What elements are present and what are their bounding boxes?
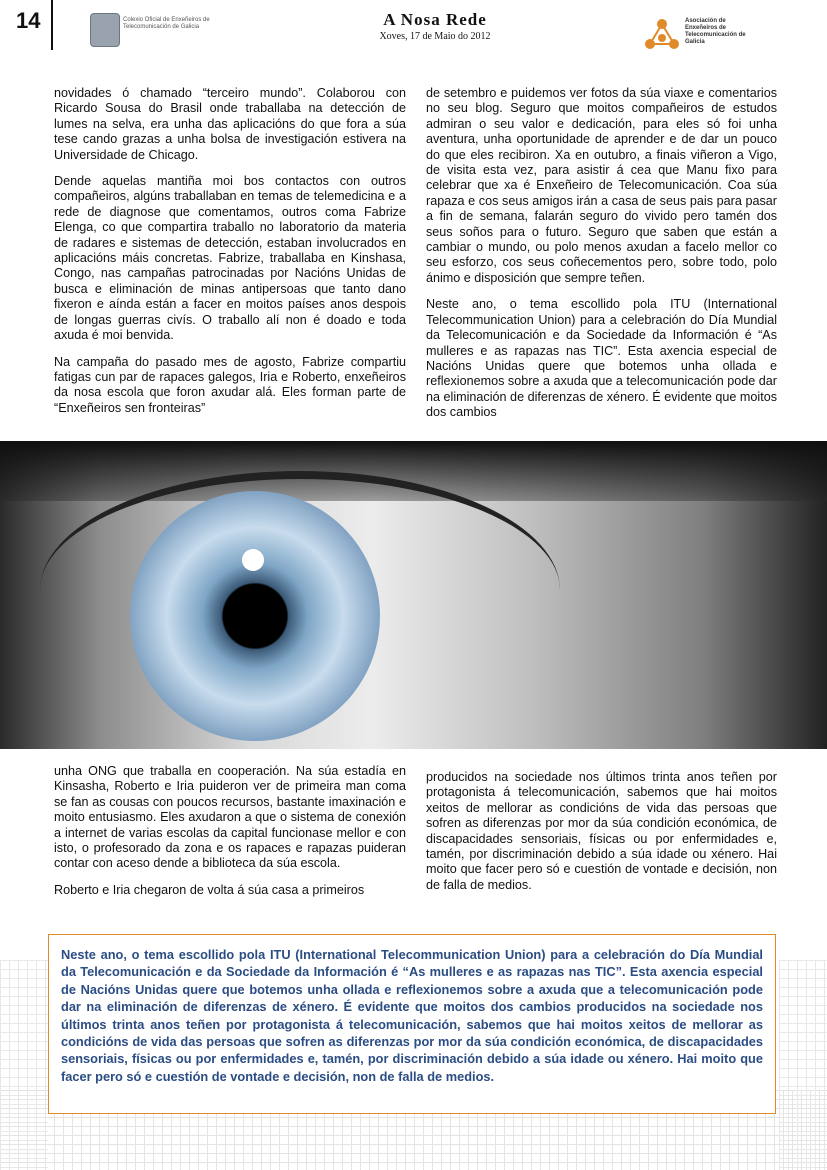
paragraph: Na campaña do pasado mes de agosto, Fabrize compartiu fatigas cun par de rapaces galegos, Iria e Roberto, enxeñeiros da nosa escola que foron axudar alá. Eles forman parte de “Enxeñeiros sen fronteiras” <box>54 354 406 415</box>
paragraph: Dende aquelas mantiña moi bos contactos con outros compañeiros, algúns traballaban en temas de telemedicina e a rede de diagnose que comentamos, outros coma Fabrize Elenga, co que compartira traballo no laboratorio da materia de radares e sistemas de detección, estaban involucrados en aplicacións máis concretas. Fabrize, traballaba en Kinshasa, Congo, nas campañas patrocinadas por Nacións Unidas de busca e eliminación de minas antipersoas que tanto dano fixeron e aínda están a facer en moitos países anos despois de longas guerras civís. O traballo alí non é doado e toda axuda é moi benvida. <box>54 174 406 343</box>
paragraph: Roberto e Iria chegaron de volta á súa casa a primeiros <box>54 882 365 897</box>
publication-date: Xoves, 17 de Maio do 2012 <box>379 31 491 42</box>
pull-quote-box <box>48 934 776 1114</box>
paragraph: unha ONG que traballa en cooperación. Na súa estadía en Kinsasha, Roberto e Iria puideron ver de primeira man coma se fan as cousas con poucos recursos, bastante imaxinación e moito entusiasmo. Eles axudaron a que o sistema de conexión a internet de varias escolas da capital funcionase mellor e con isto, o profesorado da zona e os rapaces e rapazas puideran contar con aceso dende a biblioteca da súa escola. <box>54 764 406 871</box>
article-column-3 <box>54 764 406 909</box>
paragraph: Neste ano, o tema escollido pola ITU (International Telecommunication Union) para a celebración do Día Mundial da Telecomunicación e da Sociedade da Información é “As mulleres e as rapazas nas TIC”. Esta axencia especial de Nacións Unidas quere que botemos unha ollada e reflexionemos sobre a axuda que a telecomunicación pode dar na eliminación de diferenzas de xénero. É evidente que moitos dos cambios <box>426 297 777 420</box>
article-column-4 <box>426 764 777 904</box>
masthead <box>360 10 510 42</box>
college-seal-icon <box>90 13 120 47</box>
article-column-2 <box>426 86 777 432</box>
paragraph: producidos na sociedade nos últimos trinta anos teñen por protagonista á telecomunicación, sabemos que hai moitos xeitos de mellorar as condicións de vida das persoas que sofren as diferenzas por mor da súa condición económica, de discapacidades sensoriais, físicas ou por enfermidades e, tamén, por discriminación debido a súa idade ou xénero. Hai moito que facer pero só e cuestión de vontade e decisión, non de falla de medios. <box>426 770 777 892</box>
page-header <box>0 0 827 56</box>
header-divider <box>51 0 53 50</box>
association-logo-icon <box>642 18 682 50</box>
iris <box>130 491 380 741</box>
publication-title: A Nosa Rede <box>383 10 487 29</box>
pull-quote-text: Neste ano, o tema escollido pola ITU (International Telecommunication Union) para a celebración do Día Mundial da Telecomunicación e da Sociedade da Información é “As mulleres e as rapazas nas TIC”. Esta axencia especial de Nacións Unidas quere que botemos unha ollada e reflexionemos sobre a axuda que a telecomunicación pode dar na eliminación de diferenzas de xénero. É evidente que moitos dos cambios producidos na sociedade nos últimos trinta anos teñen por protagonista á telecomunicación, sabemos que hai moitos xeitos de mellorar as condicións de vida das persoas que sofren as diferenzas por mor da súa condición económica, de discapacidades sensoriais, físicas ou por enfermidades e, tamén, por discriminación debido a súa idade ou xénero. Hai moito que facer pero só e cuestión de vontade e decisión, non de falla de medios. <box>61 947 763 1084</box>
paragraph: novidades ó chamado “terceiro mundo”. Colaborou con Ricardo Sousa do Brasil onde traballaba na detección de lumes na selva, era unha das aplicacións do que fora a súa tese cando grazas a unha bolsa de investigación estivera na Universidade de Chicago. <box>54 86 406 162</box>
eye-photo <box>0 441 827 749</box>
background-grid-right <box>779 960 827 1170</box>
paragraph: de setembro e puidemos ver fotos da súa viaxe e comentarios no seu blog. Seguro que moitos compañeiros de estudos admiran o seu valor e dedicación, para eles só foi unha aventura, unha oportunidade de aprender e de dar un pouco do que eles recibiron. Xa en outubro, a finais viñeron a Vigo, de visita esta vez, para asistir á cea que Manu fixo para celebrar que xa é Enxeñeiro de Telecomunicación. Coa súa rapaza e cos seus amigos irán a casa de seus pais para pasar a fin de semana, falarán seguro do vivido pero tamén dos seus soños para o futuro. Seguro que saben que están a cambiar o mundo, ou polo menos axudan a facelo mellor co seu esforzo, cos seus coñecementos pero, sobre todo, polo ánimo e disposición que sempre teñen. <box>426 86 777 285</box>
eye-glint <box>242 549 264 571</box>
college-name: Colexio Oficial de Enxeñeiros de Telecomunicación de Galicia <box>123 17 210 30</box>
background-grid-left <box>0 960 48 1170</box>
article-column-1 <box>54 86 406 427</box>
association-name: Asociación de Enxeñeiros de Telecomunicación de Galicia <box>685 18 746 45</box>
page-number: 14 <box>16 8 41 33</box>
